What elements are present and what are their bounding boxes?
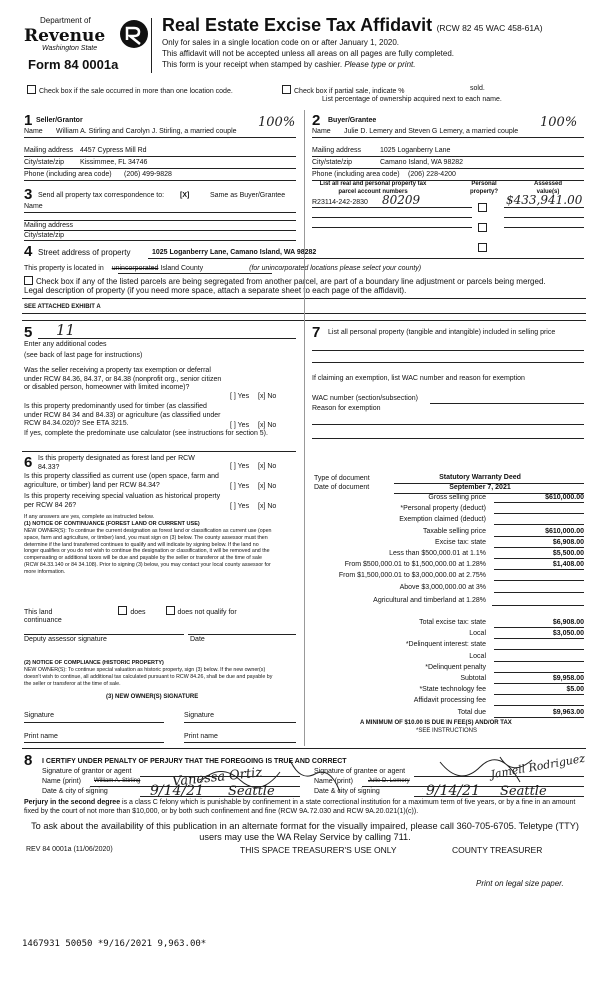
date-city-label-2: Date & city of signing (314, 788, 380, 795)
deputy-label: Deputy assessor signature (24, 636, 107, 643)
checkbox-icon (478, 243, 487, 252)
tax2-value[interactable] (494, 651, 584, 662)
exemption-text: If claiming an exemption, list WAC number and reason for exemption (312, 375, 525, 382)
agri-label: Agricultural and timberland at 1.28% (373, 597, 486, 604)
section-6-number: 6 (24, 454, 33, 471)
tax1-value[interactable]: $610,000.00 (494, 526, 584, 537)
seller-mail-label: Mailing address (24, 147, 74, 154)
date-city-label-1: Date & city of signing (42, 788, 108, 795)
form-title-ref: (RCW 82 45 WAC 458-61A) (436, 23, 543, 33)
section-8-number: 8 (24, 752, 33, 769)
checkbox-icon (27, 85, 36, 94)
personal-property-text: List all personal property (tangible and intangible) included in selling price (328, 329, 556, 336)
s3-mail-line (24, 230, 296, 231)
tax1-row (312, 492, 584, 503)
checkbox-icon (24, 276, 33, 285)
buyer-pct: 100% (540, 115, 578, 130)
personal-header: Personal property? (469, 181, 498, 195)
located-label: This property is located in (24, 265, 104, 272)
header-line3-text: This form is your receipt when stamped by cashier. (162, 60, 343, 69)
doc-type-label: Type of document (314, 475, 370, 482)
q6-2-no[interactable]: [x] No (258, 483, 277, 490)
tax1-label: Exemption claimed (deduct) (399, 516, 486, 524)
personal-check-1[interactable] (478, 198, 490, 216)
form-title: Real Estate Excise Tax Affidavit (162, 15, 433, 35)
see-instructions: *SEE INSTRUCTIONS (416, 728, 478, 734)
wac-label: WAC number (section/subsection) (312, 395, 418, 402)
grantee-name: Julie D. Lemery (368, 778, 410, 784)
buyer-name: Julie D. Lemery and Steven G Lemery, a married couple (344, 128, 519, 135)
signature-scribbles (140, 752, 590, 802)
sold-label: sold. (470, 85, 485, 92)
code-line (38, 338, 296, 339)
notice3-title: (3) NEW OWNER(S) SIGNATURE (106, 694, 199, 700)
name-print-label-1: Name (print) (42, 778, 81, 785)
partial-sale-check[interactable] (282, 85, 405, 97)
q6-2: Is this property classified as current use (open space, farm and agriculture, or timber) land per RCW 84.34? (24, 473, 219, 489)
accessibility-note: To ask about the availability of this publication in an alternate format for the visually impaired, please call 360-705-6705. Teletype (TTY) users may use the WA Relay Service by calling 711. (31, 821, 579, 842)
seller-name: William A. Stirling and Carolyn J. Stirling, a married couple (56, 128, 237, 135)
tax-table-2 (312, 617, 584, 718)
tax2-row (312, 673, 584, 684)
segregated-label: Check box if any of the listed parcels are being segregated from another parcel, are part of a boundary line adjustment or parcels being merged. (36, 277, 546, 286)
doc-date-label: Date of document (314, 484, 370, 491)
section-2-number: 2 (312, 112, 321, 129)
wac-line (430, 403, 584, 404)
tax2-row (312, 617, 584, 628)
section-5-number: 5 (24, 324, 33, 341)
tax1-row (312, 582, 584, 593)
same-as-check[interactable]: [X] (180, 192, 190, 199)
seller-pct: 100% (258, 115, 296, 130)
legal-description-label: Legal description of property (if you need more space, attach a separate sheet to each page of the affidavit). (24, 286, 407, 295)
located-note: (for unincorporated locations please select your county) (249, 265, 422, 272)
q6-3: Is this property receiving special valuation as historical property per RCW 84 26? (24, 493, 221, 509)
seller-name-label: Name (24, 128, 43, 135)
assessed-value: $433,941.00 (506, 193, 583, 207)
tax1-label: From $1,500,000.01 to $3,000,000.00 at 2.75% (338, 572, 486, 580)
q5-2b: If yes, complete the predominate use calculator (see instructions for section 5). (24, 430, 268, 437)
does-label: does (130, 609, 146, 616)
tax1-label: Taxable selling price (422, 527, 486, 535)
sig-label-2: Signature (184, 712, 214, 719)
tax1-label: Excise tax: state (435, 538, 486, 546)
q5-2-yes[interactable]: [ ] Yes (230, 422, 250, 429)
q6-2-yes[interactable]: [ ] Yes (230, 483, 250, 490)
reason-label: Reason for exemption (312, 405, 381, 412)
buyer-name-line (312, 137, 584, 138)
form-title-row (162, 15, 543, 36)
reason-line-1 (312, 424, 584, 425)
header-line2: This affidavit will not be accepted unless all areas on all pages are fully completed. (162, 49, 455, 58)
column-divider (304, 110, 305, 746)
tax2-label: *Delinquent penalty (425, 663, 486, 671)
seller-name-line (24, 137, 296, 138)
notice2-body: NEW OWNER(S): To continue special valuation as historic property, sign (3) below. If the new owner(s) doesn't wish to continue, all additional tax calculated pursuant to RCW 84.26, shall be due and payable by the seller or transferor at the time of sale. (24, 667, 273, 687)
s8-top-line (22, 748, 586, 749)
dept-line1: Department of (40, 16, 91, 25)
s3-city-line (24, 240, 296, 241)
header-divider (151, 18, 152, 73)
additional-codes: Enter any additional codes (24, 341, 107, 348)
seller-city: Kissimmee, FL 34746 (80, 159, 148, 166)
receipt-stamp: 1467931 50050 *9/16/2021 9,963.00* (22, 939, 207, 949)
buyer-mail-line (312, 156, 584, 157)
tax2-value[interactable]: $9,958.00 (494, 673, 584, 684)
tax-table-1 (312, 492, 584, 593)
perjury-note (24, 799, 584, 816)
partial-sale-label: Check box if partial sale, indicate % (294, 88, 405, 95)
tax2-label: Total due (457, 708, 486, 716)
tax2-value[interactable] (494, 662, 584, 673)
notice1-title: (1) NOTICE OF CONTINUANCE (FOREST LAND OR CURRENT USE) (24, 521, 200, 527)
checkbox-icon (282, 85, 291, 94)
segregated-check[interactable] (24, 276, 594, 287)
same-as-label: Same as Buyer/Grantee (210, 192, 286, 199)
assessed-header: Assessed value(s) (533, 181, 563, 195)
tax2-row (312, 662, 584, 673)
seller-city-line (24, 168, 296, 169)
tax1-label: From $500,000.01 to $1,500,000.00 at 1.28% (344, 561, 486, 569)
s3-name-line (24, 212, 296, 213)
county-treasurer: COUNTY TREASURER (452, 845, 543, 855)
tax1-value[interactable] (494, 570, 584, 581)
multi-location-check[interactable] (27, 85, 233, 97)
agri-line (492, 605, 584, 606)
tax1-value[interactable]: $1,408.00 (494, 559, 584, 570)
tax1-row (312, 570, 584, 581)
seller-title: Seller/Grantor (36, 117, 83, 124)
does-not-checkbox[interactable] (166, 606, 175, 615)
located-struck: unincorporated (111, 265, 159, 272)
section-1-number: 1 (24, 112, 33, 129)
tax2-label: *State technology fee (419, 686, 486, 694)
personal-checkboxes (478, 198, 490, 256)
q6-3-yes[interactable]: [ ] Yes (230, 503, 250, 510)
this-land-label: This land (24, 609, 53, 616)
tax2-row (312, 684, 584, 695)
tax2-row (312, 707, 584, 718)
buyer-city: Camano Island, WA 98282 (380, 159, 464, 166)
tax2-label: *Delinquent interest: state (405, 641, 486, 649)
grantor-city: Seattle (228, 784, 275, 799)
tax1-value[interactable]: $6,908.00 (494, 537, 584, 548)
buyer-city-label: City/state/zip (312, 159, 353, 166)
s3-mail-label: Mailing address (24, 222, 74, 229)
personal-check-3[interactable] (478, 238, 490, 256)
continuance-label: continuance (24, 617, 62, 624)
revenue-logo-icon (118, 18, 150, 50)
sig-grantor-label: Signature of grantor or agent (42, 768, 132, 775)
tax2-value[interactable]: $9,963.00 (494, 707, 584, 718)
minimum-note: A MINIMUM OF $10.00 IS DUE IN FEE(S) AND/OR TAX (360, 720, 512, 726)
doc-type: Statutory Warranty Deed (439, 474, 521, 481)
print-label-2: Print name (184, 733, 218, 740)
assessed-line-3 (504, 227, 584, 228)
notice1-body: NEW OWNER(S): To continue the current designation as forest land or classification as current use (open space, farm and agriculture, or timber) land, you must sign on (3) below. The county assessor must then determine if the land transferred continues to qualify and will indicate by signing below. If the land no longer qualifies or you do not wish to continue the designation or classification, it will be removed and the compensating or additional taxes will be due and payable by the seller or transferor at the time of sale (RCW 84.33.140 or 84 34.108). Prior to signing (3) below, you may contact your local county assessor for more information. (24, 528, 272, 575)
grantor-date: 9/14/21 (150, 783, 204, 799)
tax1-label: Less than $500,000.01 at 1.1% (389, 549, 486, 557)
tax2-label: Local (469, 652, 486, 660)
perjury-bold: Perjury in the second degree (24, 799, 121, 806)
s7-line-2 (312, 362, 584, 363)
located-county[interactable]: Island County (160, 265, 204, 272)
tax1-row (312, 537, 584, 548)
reason-line-2 (312, 438, 584, 439)
buyer-mail: 1025 Loganberry Lane (380, 147, 451, 154)
s3-blank-line (24, 220, 296, 221)
assessed-line-2 (504, 217, 584, 218)
seller-phone-label: Phone (including area code) (24, 171, 112, 178)
seller-phone: (206) 499-9828 (124, 171, 172, 178)
legal-size-note: Print on legal size paper. (476, 879, 564, 888)
q6-1-yes[interactable]: [ ] Yes (230, 463, 250, 470)
parcel-number: R23114-242-2830 (312, 199, 368, 206)
deputy-date-line (188, 634, 296, 635)
grantee-city: Seattle (500, 784, 547, 799)
section-7-number: 7 (312, 324, 321, 341)
buyer-mail-label: Mailing address (312, 147, 362, 154)
tax1-value[interactable]: $5,500.00 (494, 548, 584, 559)
sig-label-1: Signature (24, 712, 54, 719)
grantee-date: 9/14/21 (426, 783, 480, 799)
tax1-row (312, 526, 584, 537)
buyer-phone-label: Phone (including area code) (312, 171, 400, 178)
sig-grantee-label: Signature of grantee or agent (314, 768, 406, 775)
q6-1: Is this property designated as forest land per RCW 84.33? (38, 455, 195, 471)
parcel-line-2 (312, 217, 472, 218)
tax1-row (312, 548, 584, 559)
tax2-label: Affidavit processing fee (413, 697, 486, 705)
tax1-value[interactable] (494, 514, 584, 525)
tax2-label: Total excise tax: state (419, 619, 486, 626)
located-line (118, 273, 272, 274)
q5-1-yes[interactable]: [ ] Yes (230, 393, 250, 400)
q5-2: Is this property predominantly used for timber (as classified under RCW 84 34 and 84.33) or agriculture (as classified under RCW 84.34.020)? See ETA 3215. (24, 403, 221, 427)
correspondence-text: Send all property tax correspondence to: (38, 192, 165, 199)
dept-line2: Revenue (24, 26, 106, 46)
dept-line3: Washington State (42, 45, 98, 52)
tax1-value[interactable] (494, 582, 584, 593)
s6-top-line (22, 451, 296, 452)
certify-text: I CERTIFY UNDER PENALTY OF PERJURY THAT THE FOREGOING IS TRUE AND CORRECT (42, 758, 347, 765)
tax2-value[interactable] (494, 695, 584, 706)
parcel-line-3 (312, 227, 472, 228)
doc-date: September 7, 2021 (449, 484, 511, 491)
q6-1-no[interactable]: [x] No (258, 463, 277, 470)
buyer-title: Buyer/Grantee (328, 117, 377, 124)
tax1-value[interactable] (494, 503, 584, 514)
tax2-value[interactable]: $3,050.00 (494, 628, 584, 639)
seller-mail-line (24, 156, 296, 157)
this-land-row (24, 606, 237, 618)
s3-name-label: Name (24, 203, 43, 210)
section-4-number: 4 (24, 243, 33, 260)
tax2-row (312, 651, 584, 662)
header-line3 (162, 60, 415, 70)
parcel-line-1 (312, 207, 472, 208)
seller-phone-line (24, 180, 296, 181)
deputy-line (24, 634, 184, 635)
q6-3-no[interactable]: [x] No (258, 503, 277, 510)
buyer-city-line (312, 168, 584, 169)
seller-mail: 4457 Cypress Mill Rd (80, 147, 147, 154)
tax2-row (312, 628, 584, 639)
street-label: Street address of property (38, 248, 131, 257)
buyer-phone: (206) 228-4200 (408, 171, 456, 178)
grantee-signature: Jamell Rodriguez (489, 751, 587, 782)
tax2-label: Local (469, 630, 486, 638)
tax1-row (312, 503, 584, 514)
checkbox-icon (478, 223, 487, 232)
tax2-value[interactable]: $5.00 (494, 684, 584, 695)
parcel-handwritten: 80209 (382, 193, 421, 207)
street-line (148, 258, 584, 259)
grantor-name: William A. Stirling (94, 778, 141, 784)
tax1-row (312, 514, 584, 525)
see-back: (see back of last page for instructions) (24, 352, 143, 359)
treasurer-space: THIS SPACE TREASURER'S USE ONLY (240, 845, 397, 855)
multi-location-label: Check box if the sale occurred in more than one location code. (39, 88, 233, 95)
section-5-code[interactable]: 11 (56, 321, 76, 339)
if-any: If any answers are yes, complete as instructed below. (24, 514, 155, 520)
parcel-header: List all real and personal property tax parcel account numbers (319, 181, 427, 195)
notice2-title: (2) NOTICE OF COMPLIANCE (HISTORIC PROPERTY) (24, 660, 164, 666)
header-line3-italic: Please type or print. (344, 60, 416, 69)
tax2-value[interactable]: $6,908.00 (494, 617, 584, 628)
tax2-label: Subtotal (460, 674, 486, 682)
tax2-row (312, 639, 584, 650)
tax1-label: Above $3,000,000.00 at 3% (399, 583, 486, 591)
sig-line-2 (184, 722, 296, 723)
revenue-logo (24, 14, 154, 74)
does-not-label: does not qualify for (177, 609, 237, 616)
street-address: 1025 Loganberry Lane, Camano Island, WA 98282 (152, 249, 317, 256)
buyer-name-label: Name (312, 128, 331, 135)
q5-1: Was the seller receiving a property tax exemption or deferral under RCW 84.36, 84.37, or 84.38 (nonprofit org., senior citizen or disabled person, homeowner with limited income)? (24, 367, 222, 391)
tax1-value[interactable]: $610,000.00 (494, 492, 584, 503)
q5-1-no[interactable]: [x] No (258, 393, 277, 400)
seller-city-label: City/state/zip (24, 159, 65, 166)
assessed-line-1 (504, 207, 584, 208)
ownership-note: List percentage of ownership acquired next to each name. (322, 96, 502, 103)
tax2-row (312, 695, 584, 706)
tax1-row (312, 559, 584, 570)
section-3-number: 3 (24, 186, 33, 203)
form-number: Form 84 0001a (28, 57, 119, 72)
checkbox-icon (478, 203, 487, 212)
personal-check-2[interactable] (478, 218, 490, 236)
print-label-1: Print name (24, 733, 58, 740)
tax1-label: *Personal property (deduct) (400, 505, 486, 513)
s3-city-label: City/state/zip (24, 232, 65, 239)
header-line1: Only for sales in a single location code on or after January 1, 2020. (162, 38, 400, 47)
print-line-2 (184, 742, 296, 743)
tax1-label: Gross selling price (428, 494, 486, 501)
rev-number: REV 84 0001a (11/06/2020) (26, 846, 113, 853)
sig-line-1 (24, 722, 164, 723)
perjury-text: is a class C felony which is punishable by confinement in a state correctional institution for a maximum term of five years, or by a fine in an amount fixed by the court of not more than $10,000, or by both such confinement and fine (RCW 9A.72.030 and RCW 9A.20.021(1)(c)). (24, 799, 576, 815)
grantor-signature: Vanessa Ortiz (171, 765, 263, 790)
q5-2-no[interactable]: [x] No (258, 422, 277, 429)
print-line-1 (24, 742, 164, 743)
does-checkbox[interactable] (118, 606, 127, 615)
exhibit-text: SEE ATTACHED EXHIBIT A (24, 304, 101, 310)
s7-line-1 (312, 350, 584, 351)
tax2-value[interactable] (494, 639, 584, 650)
deputy-date-label: Date (190, 636, 205, 643)
name-print-label-2: Name (print) (314, 778, 353, 785)
